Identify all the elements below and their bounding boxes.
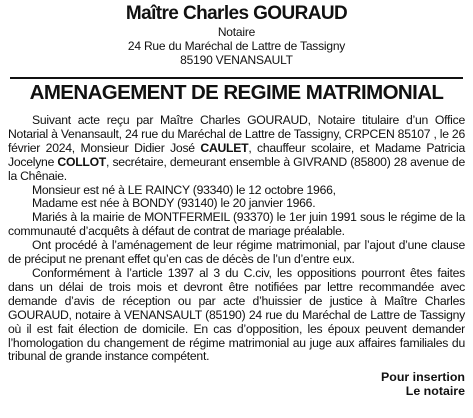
notary-name: Maître Charles GOURAUD	[125, 3, 348, 24]
paragraph-oppositions: Conformément à l’article 1397 al 3 du C.civ, les oppositions pourront êtes faites dans un délai de trois mois et devront être notifiées par lettre recommandée avec demande d’avis de réception ou par acte d’huissier de justice à Maître Charles GOURAUD, notaire à VENANSAULT (85190) 24 rue du Maréchal de Lattre de Tassigny où il est fait élection de domicile. En cas d’opposition, les époux peuvent demander l’homologation du changement de régime matrimonial au juge aux affaires familiales du tribunal de grande instance compétent.	[8, 265, 465, 364]
deed-text-3: , secrétaire, demeurant ensemble à GIVRAND (85800) 28 avenue de la Chênaie.	[8, 154, 465, 183]
paragraph-amendment: Ont procédé à l’aménagement de leur régime matrimonial, par l’ajout d’une clause de préciput ne prenant effet qu’en cas de décès de l’un d’entre eux.	[8, 238, 465, 267]
paragraph-marriage: Mariés à la mairie de MONTFERMEIL (93370) le 1er juin 1991 sous le régime de la communauté d’acquêts à défaut de contrat de mariage préalable.	[8, 210, 465, 239]
divider-rule	[10, 77, 463, 79]
paragraph-deed	[8, 114, 465, 184]
spouse-2-surname: COLLOT	[57, 154, 107, 169]
notary-address: 24 Rue du Maréchal de Lattre de Tassigny	[127, 39, 346, 53]
legal-notice	[0, 3, 473, 418]
signoff-line-2: Le notaire	[405, 384, 465, 399]
notice-body	[8, 114, 465, 364]
paragraph-wife-birth: Madame est née à BONDY (93140) le 20 janvier 1966.	[32, 196, 316, 211]
notary-role: Notaire	[217, 25, 256, 39]
spouse-1-surname: CAULET	[200, 140, 249, 155]
signoff-line-1: Pour insertion	[381, 370, 465, 385]
deed-text-1: Suivant acte reçu par Maître Charles GOURAUD, Notaire titulaire d’un Office Notarial à Venansault, 24 rue du Maréchal de Lattre de Tassigny, CRPCEN 85107 , le 26 février 2024, Monsieur Didier José	[8, 113, 465, 155]
signoff	[8, 370, 465, 398]
notary-city: 85190 VENANSAULT	[180, 53, 293, 67]
deed-text-2: , chauffeur scolaire, et Madame Patricia Jocelyne	[8, 140, 465, 169]
notice-title: AMENAGEMENT DE REGIME MATRIMONIAL	[29, 81, 444, 104]
paragraph-husband-birth: Monsieur est né à LE RAINCY (93340) le 12 octobre 1966,	[32, 182, 336, 197]
